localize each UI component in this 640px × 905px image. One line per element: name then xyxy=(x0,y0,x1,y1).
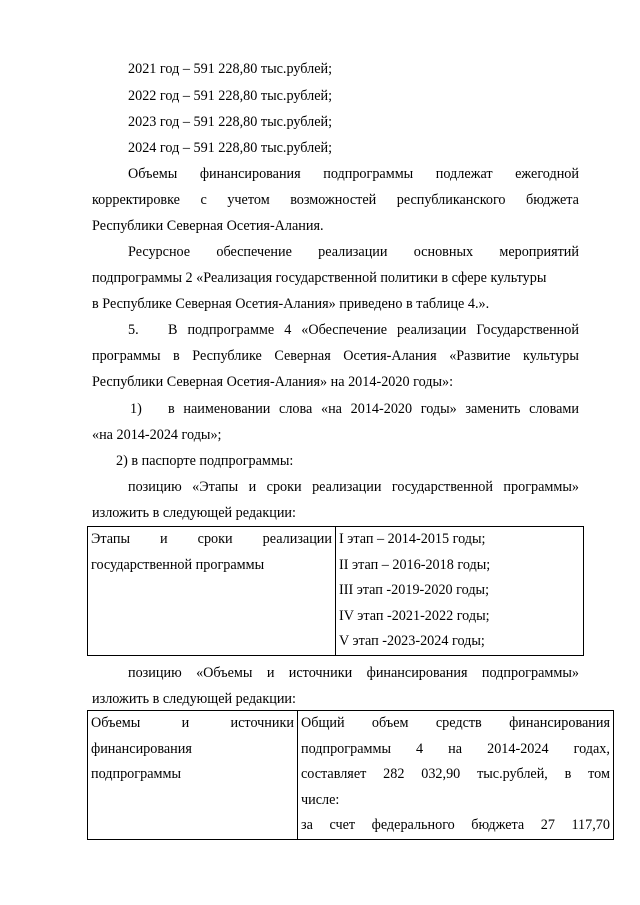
cell-line xyxy=(298,711,613,737)
paragraph-line xyxy=(168,321,579,339)
word: реализации xyxy=(312,479,382,495)
paragraph-line xyxy=(92,191,579,209)
item-number: 1) xyxy=(130,401,142,417)
word: 4 xyxy=(284,322,292,338)
word: финансирования xyxy=(366,665,468,681)
word: 032,90 xyxy=(421,766,461,782)
word: «Развитие xyxy=(449,348,511,364)
word: том xyxy=(588,766,610,782)
stage-line: III этап -2019-2020 годы; xyxy=(339,582,490,598)
word: бюджета xyxy=(471,817,525,833)
word: и xyxy=(181,715,190,731)
word: учетом xyxy=(227,192,270,208)
paragraph-line xyxy=(92,347,579,365)
stages-value-cell xyxy=(336,527,584,656)
cell-line xyxy=(298,762,613,788)
word: подпрограммы xyxy=(301,740,391,757)
word: реализации xyxy=(262,531,332,547)
word: 117,70 xyxy=(571,817,610,833)
cell-line: государственной программы xyxy=(91,556,265,573)
financing-table xyxy=(87,710,614,840)
word: Этапы xyxy=(91,531,130,547)
paragraph-number: 5. xyxy=(128,322,139,338)
word: мероприятий xyxy=(499,244,579,260)
word: 27 xyxy=(540,817,555,833)
word: в xyxy=(168,401,175,417)
stage-line: I этап – 2014-2015 годы; xyxy=(339,531,486,547)
word: словами xyxy=(529,401,579,417)
financing-label-cell xyxy=(88,711,298,840)
paragraph-line: «на 2014-2024 годы»; xyxy=(92,427,222,443)
word: и xyxy=(160,531,168,547)
paragraph-line xyxy=(128,478,579,496)
word: «Обеспечение xyxy=(301,322,388,338)
stages-label-cell xyxy=(88,527,336,656)
word: подпрограммы xyxy=(323,166,414,182)
cell-line: финансирования xyxy=(91,740,192,757)
word: Северная xyxy=(274,348,331,364)
word: объем xyxy=(371,715,409,731)
paragraph-line xyxy=(128,165,579,183)
stage-line: II этап – 2016-2018 годы; xyxy=(339,556,491,573)
stage-line: IV этап -2021-2022 годы; xyxy=(339,607,490,624)
cell-line xyxy=(298,813,613,839)
word: бюджета xyxy=(526,192,579,208)
word: В xyxy=(168,322,178,338)
word: подпрограмме xyxy=(187,322,275,338)
word: источники xyxy=(230,715,294,731)
word: подпрограммы» xyxy=(481,665,579,681)
word: позицию xyxy=(128,665,182,681)
paragraph-line: изложить в следующей редакции: xyxy=(92,505,296,521)
cell-line: числе: xyxy=(301,791,340,808)
word: заменить xyxy=(465,401,521,417)
word: реализации xyxy=(318,244,388,260)
word: государственной xyxy=(391,479,493,495)
word: и xyxy=(248,479,257,495)
amount-line: 2023 год – 591 228,80 тыс.рублей; xyxy=(128,114,333,130)
stages-table xyxy=(87,526,584,656)
paragraph-line xyxy=(128,243,579,261)
word: Общий xyxy=(301,715,345,731)
financing-value-cell xyxy=(298,711,614,840)
word: Ресурсное xyxy=(128,244,191,260)
word: с xyxy=(200,192,207,208)
word: корректировке xyxy=(92,192,180,208)
amount-line: 2024 год – 591 228,80 тыс.рублей; xyxy=(128,140,333,156)
word: Государственной xyxy=(476,322,579,338)
word: годах, xyxy=(573,740,610,757)
word: тыс.рублей, xyxy=(477,766,548,782)
paragraph-line xyxy=(128,664,579,682)
word: в xyxy=(564,766,572,782)
word: возможностей xyxy=(290,192,377,208)
word: позицию xyxy=(128,479,182,495)
cell-line xyxy=(88,711,297,737)
word: счет xyxy=(329,817,356,833)
word: 2014-2020 xyxy=(350,401,413,417)
paragraph-line: Республики Северная Осетия-Алания. xyxy=(92,218,324,234)
word: реализации xyxy=(397,322,467,338)
paragraph-line xyxy=(168,400,579,418)
amount-line: 2022 год – 591 228,80 тыс.рублей; xyxy=(128,88,333,104)
cell-line xyxy=(298,737,613,763)
word: сроки xyxy=(197,531,233,547)
paragraph-line: подпрограммы 2 «Реализация государственной политики в сфере культуры xyxy=(92,270,547,286)
word: программы» xyxy=(503,479,579,495)
word: Осетия-Алания xyxy=(343,348,437,364)
word: ежегодной xyxy=(515,166,579,182)
word: средств xyxy=(435,715,482,731)
word: «на xyxy=(320,401,342,417)
word: Объемы xyxy=(91,715,141,731)
word: федерального xyxy=(371,817,455,833)
paragraph-line: изложить в следующей редакции: xyxy=(92,691,296,707)
word: «Объемы xyxy=(196,665,253,681)
word: сроки xyxy=(266,479,302,495)
word: программы xyxy=(92,348,161,364)
word: в xyxy=(173,348,180,364)
paragraph-line: в Республике Северная Осетия-Алания» приведено в таблице 4.». xyxy=(92,296,490,312)
word: за xyxy=(301,817,313,833)
word: Объемы xyxy=(128,166,178,182)
word: республиканского xyxy=(396,192,506,208)
cell-line xyxy=(88,527,335,553)
word: подлежат xyxy=(435,166,493,182)
word: 2014-2024 xyxy=(487,740,549,757)
word: 4 xyxy=(416,740,424,757)
word: Республике xyxy=(192,348,262,364)
cell-line: подпрограммы xyxy=(91,766,181,782)
word: годы» xyxy=(420,401,457,417)
paragraph-line: Республики Северная Осетия-Алания» на 2014-2020 годы»: xyxy=(92,374,454,390)
word: 282 xyxy=(383,766,405,782)
word: основных xyxy=(413,244,474,260)
word: и xyxy=(266,665,275,681)
word: источники xyxy=(288,665,353,681)
word: слова xyxy=(279,401,313,417)
word: финансирования xyxy=(199,166,301,182)
word: обеспечение xyxy=(216,244,292,260)
word: наименовании xyxy=(183,401,271,417)
word: культуры xyxy=(523,348,579,364)
word: «Этапы xyxy=(192,479,239,495)
word: финансирования xyxy=(509,715,610,731)
amount-line: 2021 год – 591 228,80 тыс.рублей; xyxy=(128,61,333,77)
stage-line: V этап -2023-2024 годы; xyxy=(339,633,485,649)
word: составляет xyxy=(301,766,367,782)
paragraph-line: 2) в паспорте подпрограммы: xyxy=(116,453,294,469)
word: на xyxy=(448,740,463,757)
